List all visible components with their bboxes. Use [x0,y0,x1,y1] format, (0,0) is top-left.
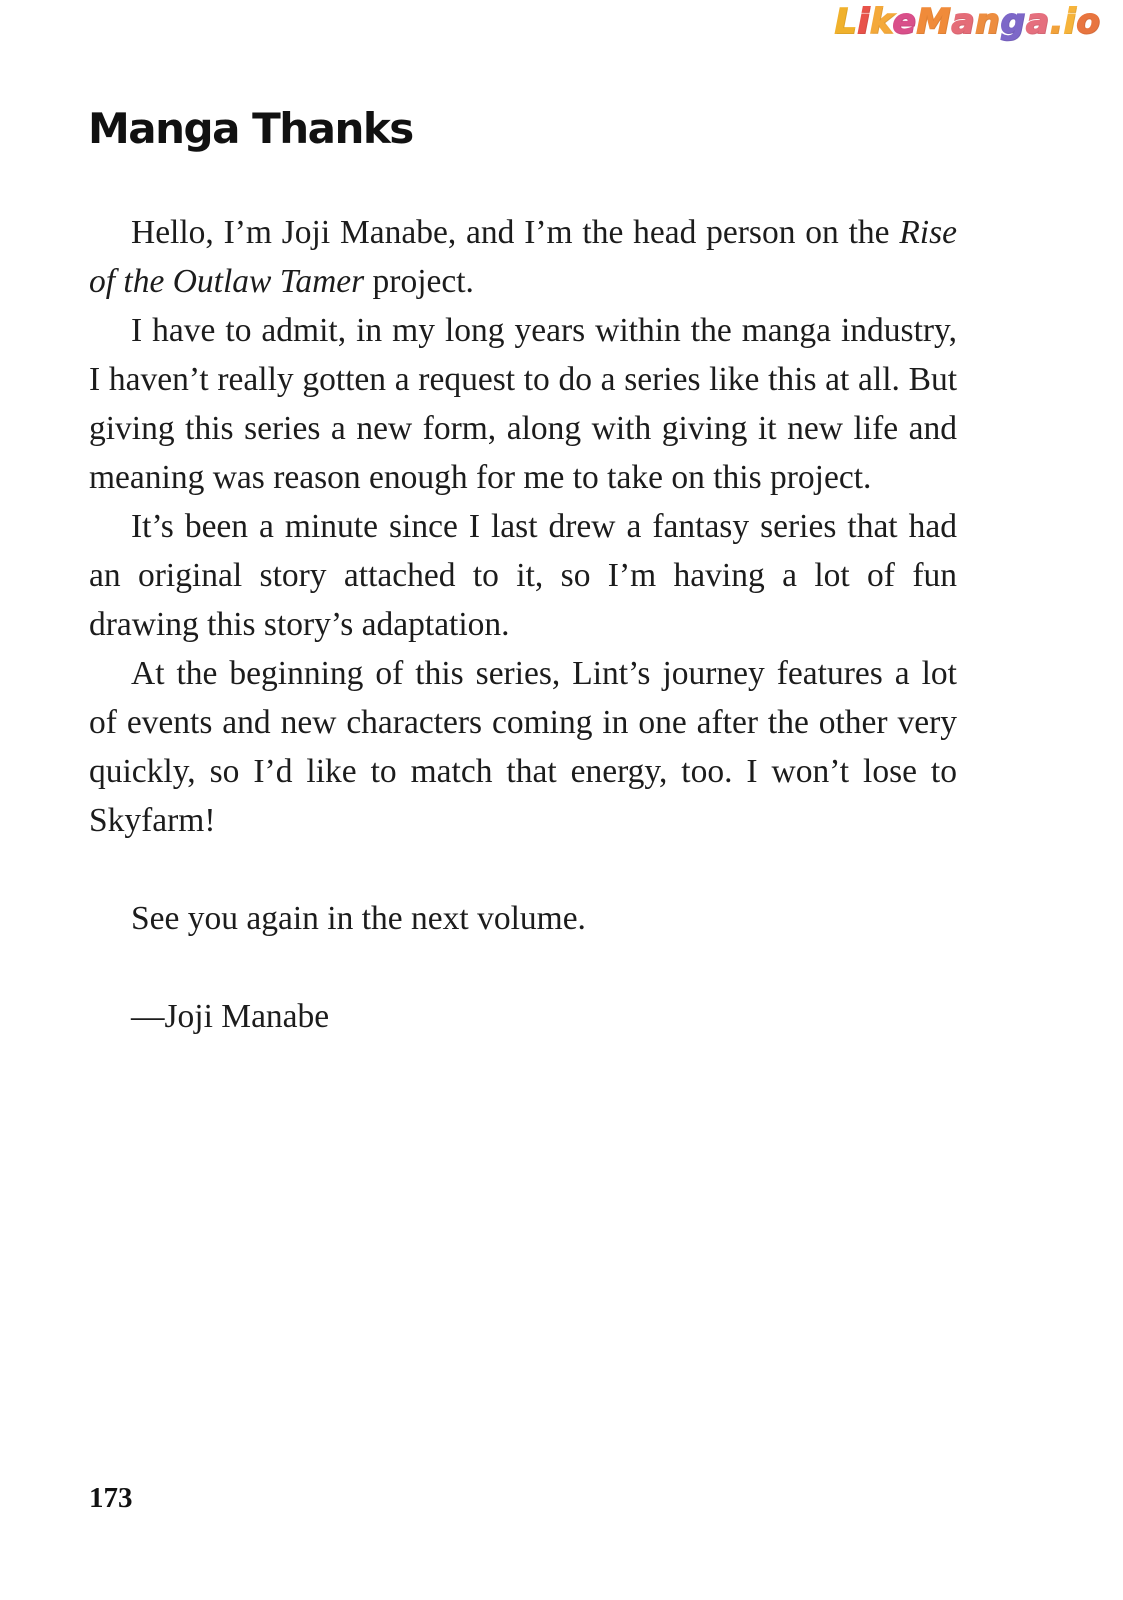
page-number: 173 [89,1482,133,1514]
watermark-letter: M [916,2,952,42]
spacer [89,943,957,992]
watermark-letter: . [1050,2,1064,42]
watermark-letter: L [834,2,858,42]
page-title: Manga Thanks [88,104,413,153]
paragraph-intro-tail: project. [364,263,474,300]
watermark-letter: g [1000,2,1027,42]
watermark-letter: a [951,2,976,42]
watermark-letter: e [892,2,917,42]
series-title-italic: Rise of the Outlaw Tamer [89,214,957,300]
signature: —Joji Manabe [131,998,330,1035]
spacer [89,845,957,894]
watermark-letter: i [857,2,871,42]
watermark-letter: k [870,2,893,42]
paragraph: I have to admit, in my long years within the manga industry, I haven’t really gotten a request to do a series like this at all. But giving this series a new form, along with giving it new life and meaning was reason enough for me to take on this project. [89,312,957,496]
paragraph-intro [89,208,957,306]
watermark-letter: i [1063,2,1077,42]
paragraph: At the beginning of this series, Lint’s journey features a lot of events and new characters coming in one after the other very quickly, so I’d like to match that energy, too. I won’t lose to Skyfarm! [89,655,957,839]
watermark-letter: o [1076,2,1101,42]
afterword-body [89,208,957,1041]
closing-line: See you again in the next volume. [131,900,586,937]
paragraph: It’s been a minute since I last drew a fantasy series that had an original story attached to it, so I’m having a lot of fun drawing this story’s adaptation. [89,508,957,643]
watermark-letter: a [1026,2,1051,42]
paragraph-intro-lead: Hello, I’m Joji Manabe, and I’m the head person on the [131,214,900,251]
site-watermark-logo [835,2,1101,42]
watermark-letter: n [975,2,1001,42]
